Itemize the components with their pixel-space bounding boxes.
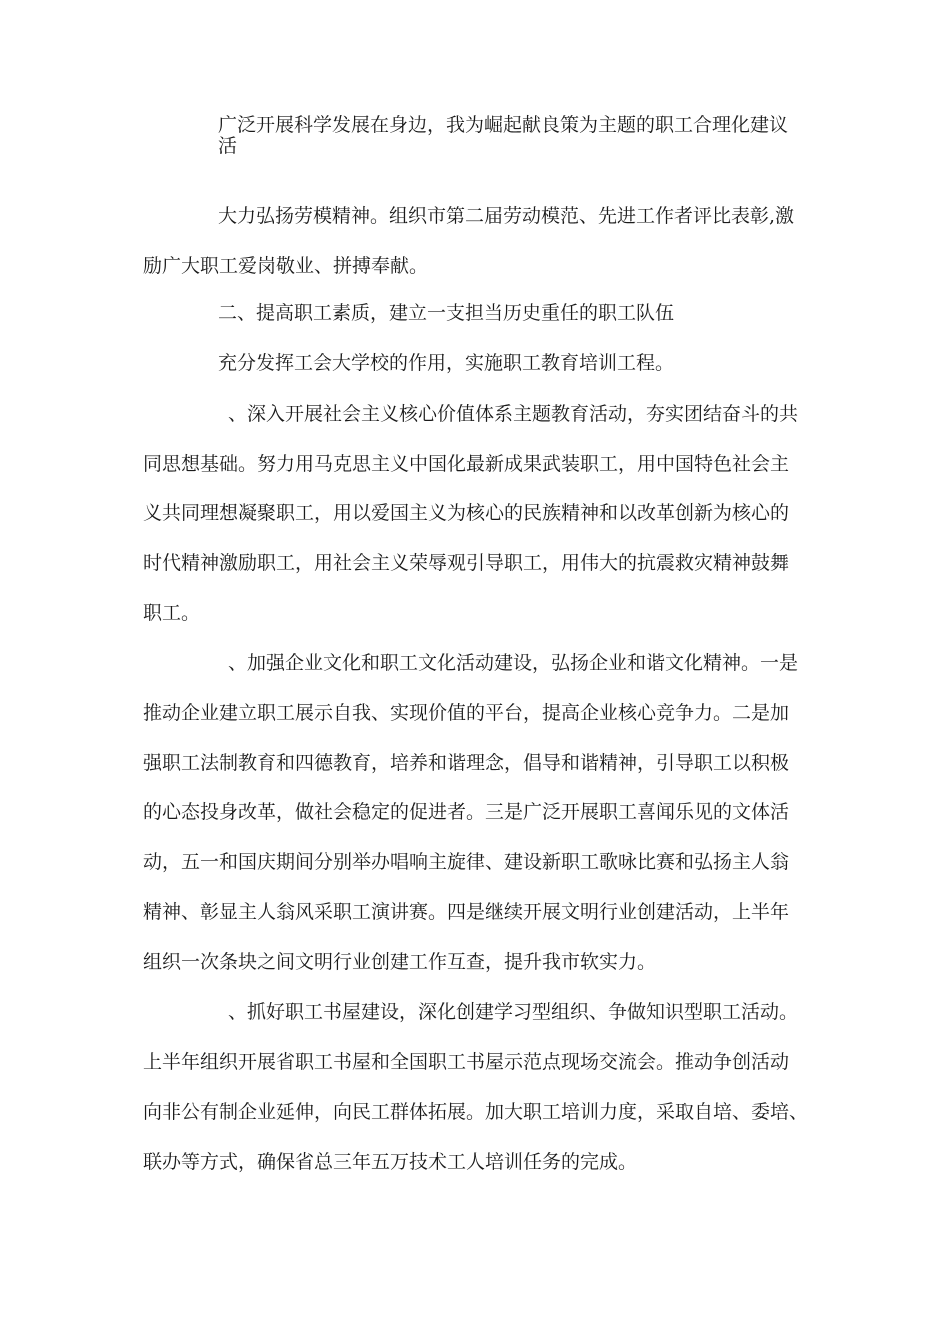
intro-line-1: 广泛开展科学发展在身边，我为崛起献良策为主题的职工合理化建议 bbox=[218, 114, 789, 136]
bookhouse-line-4: 联办等方式，确保省总三年五万技术工人培训任务的完成。 bbox=[143, 1151, 638, 1173]
core-values-line-1: 、深入开展社会主义核心价值体系主题教育活动，夯实团结奋斗的共 bbox=[228, 403, 799, 425]
culture-line-1: 、加强企业文化和职工文化活动建设，弘扬企业和谐文化精神。一是 bbox=[228, 652, 799, 674]
core-values-line-4: 时代精神激励职工，用社会主义荣辱观引导职工，用伟大的抗震救灾精神鼓舞 bbox=[143, 552, 790, 574]
culture-line-6: 精神、彰显主人翁风采职工演讲赛。四是继续开展文明行业创建活动，上半年 bbox=[143, 901, 790, 923]
core-values-line-3: 义共同理想凝聚职工，用以爱国主义为核心的民族精神和以改革创新为核心的 bbox=[143, 502, 790, 524]
university-paragraph: 充分发挥工会大学校的作用，实施职工教育培训工程。 bbox=[218, 352, 675, 374]
section-two-heading: 二、提高职工素质，建立一支担当历史重任的职工队伍 bbox=[218, 302, 675, 324]
culture-line-7: 组织一次条块之间文明行业创建工作互查，提升我市软实力。 bbox=[143, 951, 657, 973]
bookhouse-line-3: 向非公有制企业延伸，向民工群体拓展。加大职工培训力度，采取自培、委培、 bbox=[143, 1101, 809, 1123]
labor-models-line-1: 大力弘扬劳模精神。组织市第二届劳动模范、先进工作者评比表彰,激 bbox=[218, 205, 795, 227]
culture-line-3: 强职工法制教育和四德教育，培养和谐理念，倡导和谐精神，引导职工以积极 bbox=[143, 752, 790, 774]
labor-models-line-2: 励广大职工爱岗敬业、拼搏奉献。 bbox=[143, 255, 429, 277]
culture-line-4: 的心态投身改革，做社会稳定的促进者。三是广泛开展职工喜闻乐见的文体活 bbox=[143, 801, 790, 823]
core-values-line-2: 同思想基础。努力用马克思主义中国化最新成果武装职工，用中国特色社会主 bbox=[143, 453, 790, 475]
bookhouse-line-2: 上半年组织开展省职工书屋和全国职工书屋示范点现场交流会。推动争创活动 bbox=[143, 1051, 790, 1073]
culture-line-5: 动，五一和国庆期间分别举办唱响主旋律、建设新职工歌咏比赛和弘扬主人翁 bbox=[143, 851, 790, 873]
culture-line-2: 推动企业建立职工展示自我、实现价值的平台，提高企业核心竞争力。二是加 bbox=[143, 702, 790, 724]
core-values-line-5: 职工。 bbox=[143, 602, 201, 624]
bookhouse-line-1: 、抓好职工书屋建设，深化创建学习型组织、争做知识型职工活动。 bbox=[228, 1001, 799, 1023]
intro-line-2: 活 bbox=[218, 135, 238, 157]
